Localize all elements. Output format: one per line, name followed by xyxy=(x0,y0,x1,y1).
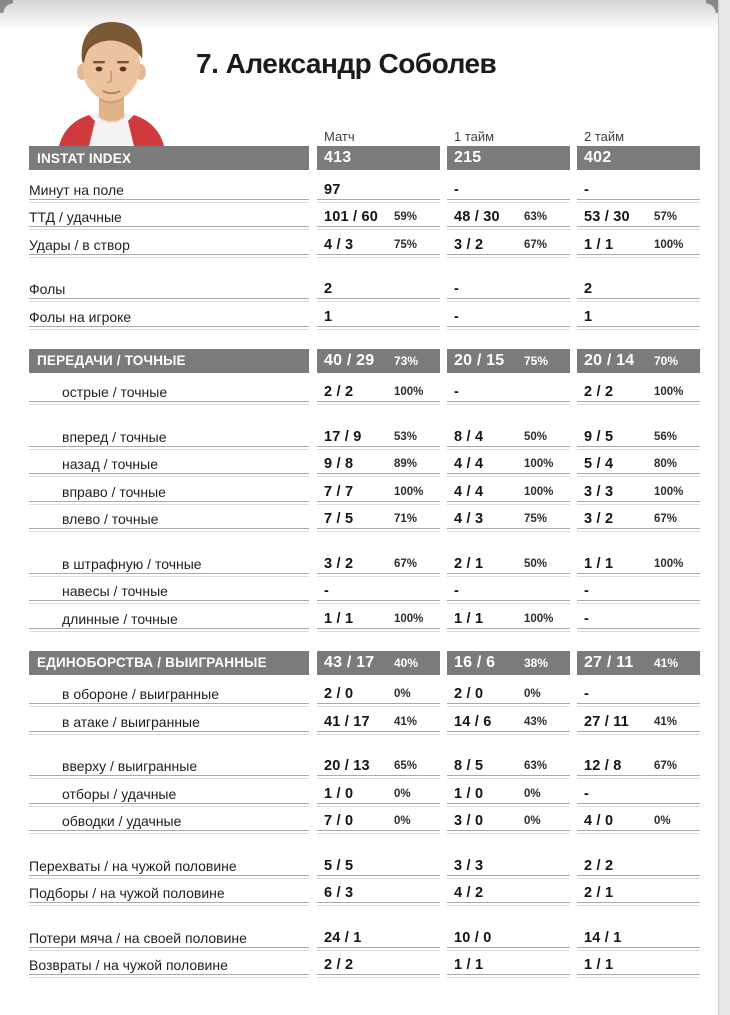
table-row xyxy=(29,880,701,908)
stat-value: - xyxy=(454,308,460,325)
stat-cell xyxy=(317,880,440,908)
stat-cell xyxy=(447,204,570,232)
stat-percent: 50% xyxy=(524,557,548,570)
stat-value: 1 / 1 xyxy=(584,236,614,253)
stat-cell xyxy=(447,651,570,675)
stat-cell xyxy=(317,852,440,880)
stat-value: 1 / 0 xyxy=(454,785,484,802)
stat-cell xyxy=(317,204,440,232)
stat-cell xyxy=(447,578,570,606)
stat-cell xyxy=(317,276,440,304)
column-header-match: Матч xyxy=(324,129,355,144)
stat-cell xyxy=(317,578,440,606)
column-header-half2: 2 тайм xyxy=(584,129,625,144)
stat-cell xyxy=(577,478,700,506)
stat-cell xyxy=(577,578,700,606)
stat-value: - xyxy=(454,181,460,198)
stat-percent: 67% xyxy=(394,557,418,570)
table-row xyxy=(29,176,701,204)
stat-cell xyxy=(317,605,440,633)
stat-cell xyxy=(577,651,700,675)
stat-cell xyxy=(317,146,440,170)
table-row xyxy=(29,753,701,781)
stat-cell xyxy=(577,204,700,232)
stat-value: 9 / 5 xyxy=(584,428,614,445)
row-label: Фолы на игроке xyxy=(29,303,309,331)
stat-value: 4 / 3 xyxy=(324,236,354,253)
stat-percent: 0% xyxy=(524,815,541,828)
stat-cell xyxy=(317,349,440,373)
stat-cell xyxy=(447,451,570,479)
column-header-half1: 1 тайм xyxy=(454,129,495,144)
stat-cell xyxy=(447,303,570,331)
stat-cell xyxy=(317,303,440,331)
stat-cell xyxy=(577,379,700,407)
stat-percent: 100% xyxy=(654,557,684,570)
table-row xyxy=(29,681,701,709)
stat-cell xyxy=(447,808,570,836)
stats-table xyxy=(29,121,701,979)
stat-value: 20 / 14 xyxy=(584,351,635,369)
stat-percent: 59% xyxy=(394,211,418,224)
stat-value: 1 xyxy=(584,308,593,325)
stat-percent: 100% xyxy=(524,458,554,471)
stat-cell xyxy=(317,423,440,451)
stat-percent: 67% xyxy=(524,238,548,251)
row-label: Фолы xyxy=(29,276,309,304)
stat-cell xyxy=(447,506,570,534)
table-row xyxy=(29,478,701,506)
stat-value: - xyxy=(584,785,590,802)
stat-value: 215 xyxy=(454,149,482,166)
stat-percent: 65% xyxy=(394,760,418,773)
stat-value: 17 / 9 xyxy=(324,428,362,445)
stat-cell xyxy=(317,176,440,204)
stat-percent: 100% xyxy=(654,238,684,251)
stat-cell xyxy=(577,451,700,479)
row-label: отборы / удачные xyxy=(29,780,309,808)
stat-value: 20 / 15 xyxy=(454,351,505,369)
stat-percent: 100% xyxy=(524,612,554,625)
stat-value: 2 / 2 xyxy=(324,957,354,974)
stat-cell xyxy=(317,753,440,781)
stat-cell xyxy=(447,550,570,578)
stat-value: 101 / 60 xyxy=(324,209,379,226)
stat-cell xyxy=(577,808,700,836)
stat-cell xyxy=(577,924,700,952)
row-label: ЕДИНОБОРСТВА / ВЫИГРАННЫЕ xyxy=(29,651,309,675)
stat-percent: 50% xyxy=(524,430,548,443)
table-row xyxy=(29,423,701,451)
stat-value: 8 / 4 xyxy=(454,428,484,445)
stat-cell xyxy=(577,605,700,633)
table-row xyxy=(29,708,701,736)
stat-value: 6 / 3 xyxy=(324,885,354,902)
section-header-row xyxy=(29,349,701,373)
stat-cell xyxy=(577,780,700,808)
stat-percent: 40% xyxy=(394,655,419,670)
stat-percent: 100% xyxy=(394,386,424,399)
stat-value: - xyxy=(324,583,330,600)
stat-value: 413 xyxy=(324,149,352,166)
stat-cell xyxy=(447,146,570,170)
stat-value: 402 xyxy=(584,149,612,166)
table-row xyxy=(29,605,701,633)
stat-percent: 41% xyxy=(394,715,418,728)
stat-cell xyxy=(577,506,700,534)
row-label: длинные / точные xyxy=(29,605,309,633)
stat-cell xyxy=(447,176,570,204)
stat-value: 27 / 11 xyxy=(584,713,629,730)
stat-value: 4 / 2 xyxy=(454,885,484,902)
stat-value: 2 / 1 xyxy=(454,555,484,572)
row-label: ТТД / удачные xyxy=(29,204,309,232)
row-label: вперед / точные xyxy=(29,423,309,451)
table-row xyxy=(29,852,701,880)
stat-value: - xyxy=(584,181,590,198)
stat-cell xyxy=(317,478,440,506)
eye-right xyxy=(120,67,127,72)
stat-value: 4 / 0 xyxy=(584,813,614,830)
stat-percent: 70% xyxy=(654,353,679,368)
table-row xyxy=(29,952,701,980)
table-row xyxy=(29,276,701,304)
stat-percent: 53% xyxy=(394,430,418,443)
table-row xyxy=(29,506,701,534)
stat-value: 2 / 2 xyxy=(324,384,354,401)
stat-percent: 75% xyxy=(394,238,418,251)
stat-percent: 100% xyxy=(394,485,424,498)
stat-value: 3 / 2 xyxy=(324,555,354,572)
stat-percent: 41% xyxy=(654,715,678,728)
row-label: навесы / точные xyxy=(29,578,309,606)
stat-value: 1 / 1 xyxy=(584,555,614,572)
stat-percent: 0% xyxy=(394,787,411,800)
eyebrow-right xyxy=(117,61,129,63)
stat-value: 4 / 3 xyxy=(454,511,484,528)
stat-value: 43 / 17 xyxy=(324,653,375,671)
stat-cell xyxy=(447,478,570,506)
stat-cell xyxy=(447,681,570,709)
stat-value: 14 / 1 xyxy=(584,929,622,946)
row-label: в атаке / выигранные xyxy=(29,708,309,736)
stat-value: 1 / 1 xyxy=(454,610,484,627)
stat-value: - xyxy=(454,384,460,401)
row-label: влево / точные xyxy=(29,506,309,534)
stat-percent: 0% xyxy=(524,688,541,701)
stat-cell xyxy=(577,146,700,170)
stat-percent: 75% xyxy=(524,353,549,368)
row-label: Подборы / на чужой половине xyxy=(29,880,309,908)
stat-percent: 75% xyxy=(524,513,548,526)
stat-value: 3 / 2 xyxy=(584,511,614,528)
stat-percent: 43% xyxy=(524,715,548,728)
stat-value: 2 / 0 xyxy=(324,686,354,703)
stat-percent: 0% xyxy=(394,688,411,701)
stat-cell xyxy=(447,276,570,304)
stat-value: 1 / 1 xyxy=(324,610,354,627)
stat-percent: 57% xyxy=(654,211,678,224)
stat-percent: 67% xyxy=(654,760,678,773)
stat-cell xyxy=(577,303,700,331)
stat-value: 1 / 1 xyxy=(454,957,484,974)
stat-value: 12 / 8 xyxy=(584,758,622,775)
stat-cell xyxy=(317,952,440,980)
stat-percent: 71% xyxy=(394,513,418,526)
row-label: Удары / в створ xyxy=(29,231,309,259)
stat-cell xyxy=(447,780,570,808)
stat-value: 41 / 17 xyxy=(324,713,370,730)
stat-value: 9 / 8 xyxy=(324,456,354,473)
table-row xyxy=(29,231,701,259)
stat-cell xyxy=(317,231,440,259)
stat-value: 8 / 5 xyxy=(454,758,484,775)
page-right-edge xyxy=(718,0,730,1015)
stat-value: - xyxy=(584,583,590,600)
stat-percent: 63% xyxy=(524,211,548,224)
row-label: вверху / выигранные xyxy=(29,753,309,781)
stat-value: 53 / 30 xyxy=(584,209,630,226)
stat-cell xyxy=(317,651,440,675)
stat-cell xyxy=(577,880,700,908)
stat-percent: 100% xyxy=(654,485,684,498)
stat-cell xyxy=(317,808,440,836)
stat-percent: 89% xyxy=(394,458,418,471)
row-label: в штрафную / точные xyxy=(29,550,309,578)
stat-cell xyxy=(317,924,440,952)
stat-percent: 67% xyxy=(654,513,678,526)
stat-value: 5 / 5 xyxy=(324,857,354,874)
stat-cell xyxy=(317,681,440,709)
row-label: Потери мяча / на своей половине xyxy=(29,924,309,952)
stat-cell xyxy=(447,753,570,781)
table-row xyxy=(29,303,701,331)
stat-value: 5 / 4 xyxy=(584,456,614,473)
stat-value: - xyxy=(454,281,460,298)
stat-cell xyxy=(447,952,570,980)
column-header-row xyxy=(29,121,701,144)
stat-percent: 100% xyxy=(524,485,554,498)
stat-cell xyxy=(447,231,570,259)
stat-cell xyxy=(447,423,570,451)
stats-rows xyxy=(29,146,701,979)
section-header-row xyxy=(29,146,701,170)
stat-value: 10 / 0 xyxy=(454,929,492,946)
stat-value: 2 / 1 xyxy=(584,885,614,902)
stat-percent: 80% xyxy=(654,458,678,471)
stat-value: 2 / 2 xyxy=(584,857,614,874)
stat-cell xyxy=(447,708,570,736)
table-row xyxy=(29,808,701,836)
row-label: в обороне / выигранные xyxy=(29,681,309,709)
row-label: Перехваты / на чужой половине xyxy=(29,852,309,880)
eye-left xyxy=(96,67,103,72)
stat-percent: 63% xyxy=(524,760,548,773)
stat-cell xyxy=(577,952,700,980)
stat-percent: 0% xyxy=(654,815,671,828)
stat-value: 97 xyxy=(324,181,341,198)
stat-cell xyxy=(577,753,700,781)
row-label: острые / точные xyxy=(29,379,309,407)
stat-value: 2 xyxy=(584,281,593,298)
row-label: Минут на поле xyxy=(29,176,309,204)
table-row xyxy=(29,451,701,479)
page-title: 7. Александр Соболев xyxy=(196,48,497,79)
stat-value: 2 xyxy=(324,281,333,298)
row-label: обводки / удачные xyxy=(29,808,309,836)
table-row xyxy=(29,780,701,808)
stat-value: 7 / 7 xyxy=(324,483,354,500)
stat-cell xyxy=(447,605,570,633)
stat-value: 40 / 29 xyxy=(324,351,375,369)
stat-cell xyxy=(447,880,570,908)
stat-cell xyxy=(317,379,440,407)
stat-value: 2 / 2 xyxy=(584,384,614,401)
stat-percent: 0% xyxy=(394,815,411,828)
stat-cell xyxy=(577,176,700,204)
stat-cell xyxy=(317,451,440,479)
row-label: вправо / точные xyxy=(29,478,309,506)
stat-value: 24 / 1 xyxy=(324,929,362,946)
stat-cell xyxy=(577,852,700,880)
stat-value: - xyxy=(454,583,460,600)
row-label: назад / точные xyxy=(29,451,309,479)
stat-value: 27 / 11 xyxy=(584,653,634,671)
stat-value: 3 / 3 xyxy=(454,857,484,874)
stat-value: 4 / 4 xyxy=(454,456,484,473)
stat-value: 2 / 0 xyxy=(454,686,484,703)
stat-value: 3 / 0 xyxy=(454,813,484,830)
table-row xyxy=(29,379,701,407)
stat-cell xyxy=(447,379,570,407)
section-header-row xyxy=(29,651,701,675)
stat-percent: 100% xyxy=(654,386,684,399)
stat-percent: 56% xyxy=(654,430,678,443)
stat-cell xyxy=(317,506,440,534)
stat-value: 7 / 5 xyxy=(324,511,354,528)
table-row xyxy=(29,204,701,232)
stat-cell xyxy=(447,349,570,373)
stat-value: 16 / 6 xyxy=(454,653,496,671)
stat-value: 14 / 6 xyxy=(454,713,492,730)
stat-cell xyxy=(317,550,440,578)
eyebrow-left xyxy=(93,61,105,63)
stat-value: 7 / 0 xyxy=(324,813,354,830)
stat-percent: 0% xyxy=(524,787,541,800)
stat-cell xyxy=(577,349,700,373)
stat-percent: 100% xyxy=(394,612,424,625)
stat-value: 3 / 3 xyxy=(584,483,614,500)
window-corner-left xyxy=(0,0,13,13)
stat-value: - xyxy=(584,610,590,627)
stat-value: 3 / 2 xyxy=(454,236,484,253)
stat-percent: 73% xyxy=(394,353,419,368)
table-row xyxy=(29,924,701,952)
stat-cell xyxy=(447,852,570,880)
stat-cell xyxy=(317,780,440,808)
stat-value: 4 / 4 xyxy=(454,483,484,500)
stat-value: 1 / 0 xyxy=(324,785,354,802)
stat-cell xyxy=(577,708,700,736)
table-row xyxy=(29,578,701,606)
stat-cell xyxy=(577,423,700,451)
stat-percent: 41% xyxy=(654,655,679,670)
stat-cell xyxy=(317,708,440,736)
stat-cell xyxy=(577,550,700,578)
stat-cell xyxy=(447,924,570,952)
stat-value: 20 / 13 xyxy=(324,758,370,775)
stat-percent: 38% xyxy=(524,655,549,670)
stat-value: 1 / 1 xyxy=(584,957,614,974)
stat-value: - xyxy=(584,686,590,703)
stat-cell xyxy=(577,276,700,304)
row-label: Возвраты / на чужой половине xyxy=(29,952,309,980)
row-label: INSTAT INDEX xyxy=(29,146,309,170)
stat-cell xyxy=(577,231,700,259)
stat-value: 48 / 30 xyxy=(454,209,500,226)
stat-value: 1 xyxy=(324,308,333,325)
row-label: ПЕРЕДАЧИ / ТОЧНЫЕ xyxy=(29,349,309,373)
table-row xyxy=(29,550,701,578)
stat-cell xyxy=(577,681,700,709)
